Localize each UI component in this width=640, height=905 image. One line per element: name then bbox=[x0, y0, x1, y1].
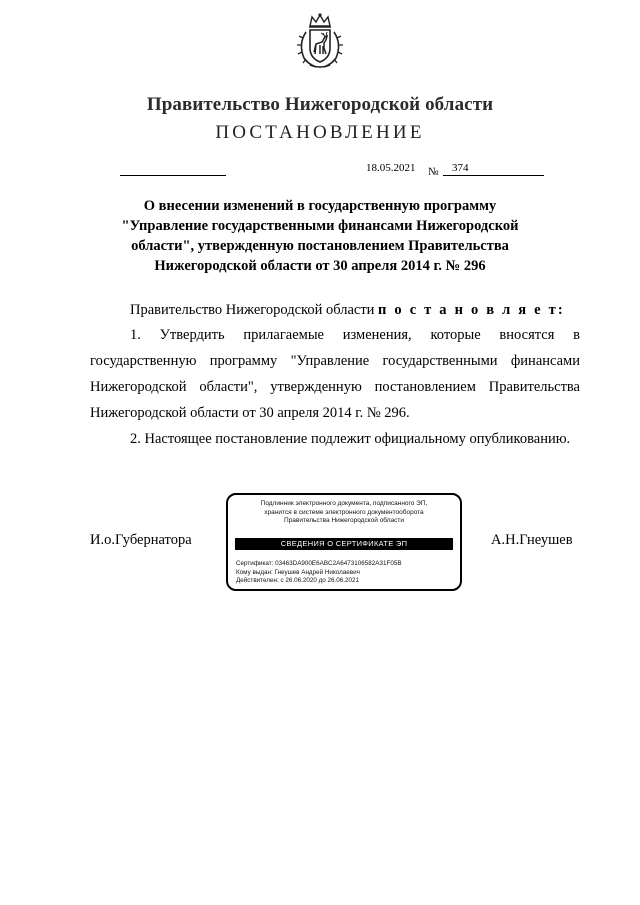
nizhny-novgorod-coat-of-arms-icon bbox=[296, 12, 344, 70]
signatory-position: И.о.Губернатора bbox=[90, 532, 192, 548]
item-2-paragraph: 2. Настоящее постановление подлежит официальному опубликованию. bbox=[130, 431, 571, 447]
intro-text: Правительство Нижегородской области bbox=[130, 302, 375, 318]
electronic-signature-stamp bbox=[226, 493, 462, 591]
stamp-notice-line: Подлинник электронного документа, подписанного ЭП, bbox=[260, 500, 428, 507]
document-number: 374 bbox=[452, 162, 469, 174]
signatory-name: А.Н.Гнеушев bbox=[491, 532, 573, 548]
certificate-validity: Действителен: с 26.06.2020 до 26.06.2021 bbox=[236, 577, 360, 584]
document-heading bbox=[110, 196, 530, 276]
heading-line: Нижегородской области от 30 апреля 2014 г. № 296 bbox=[154, 258, 486, 274]
government-title: Правительство Нижегородской области bbox=[146, 94, 494, 115]
number-sign: № bbox=[428, 166, 439, 178]
heading-line: "Управление государственными финансами Нижегородской bbox=[121, 218, 519, 234]
resolves-word: п о с т а н о в л я е т: bbox=[378, 302, 565, 318]
blank-line bbox=[120, 175, 226, 176]
certificate-info-bar: СВЕДЕНИЯ О СЕРТИФИКАТЕ ЭП bbox=[235, 538, 453, 550]
document-date: 18.05.2021 bbox=[366, 162, 416, 174]
stamp-notice bbox=[228, 500, 460, 526]
number-underline bbox=[443, 175, 544, 176]
certificate-details bbox=[236, 560, 456, 586]
document-kind: ПОСТАНОВЛЕНИЕ bbox=[215, 122, 425, 143]
heading-line: области", утвержденную постановлением Правительства bbox=[131, 238, 509, 254]
item-1-paragraph: 1. Утвердить прилагаемые изменения, которые вносятся в государственную программу "Управление государственными финансами Нижегородской области", утвержденную постановлением Правительства Нижегородской области от 30 апреля 2014 г. № 296. bbox=[90, 327, 580, 421]
intro-paragraph bbox=[90, 297, 580, 323]
certificate-serial: Сертификат: 03463DA900E6ABC2A6473106582A31F05B bbox=[236, 560, 402, 567]
heading-line: О внесении изменений в государственную программу bbox=[143, 198, 497, 214]
stamp-notice-line: хранится в системе электронного документооборота bbox=[264, 508, 424, 516]
stamp-notice-line: Правительства Нижегородской области bbox=[283, 517, 405, 524]
certificate-owner: Кому выдан: Гнеушев Андрей Николаевич bbox=[236, 568, 360, 576]
